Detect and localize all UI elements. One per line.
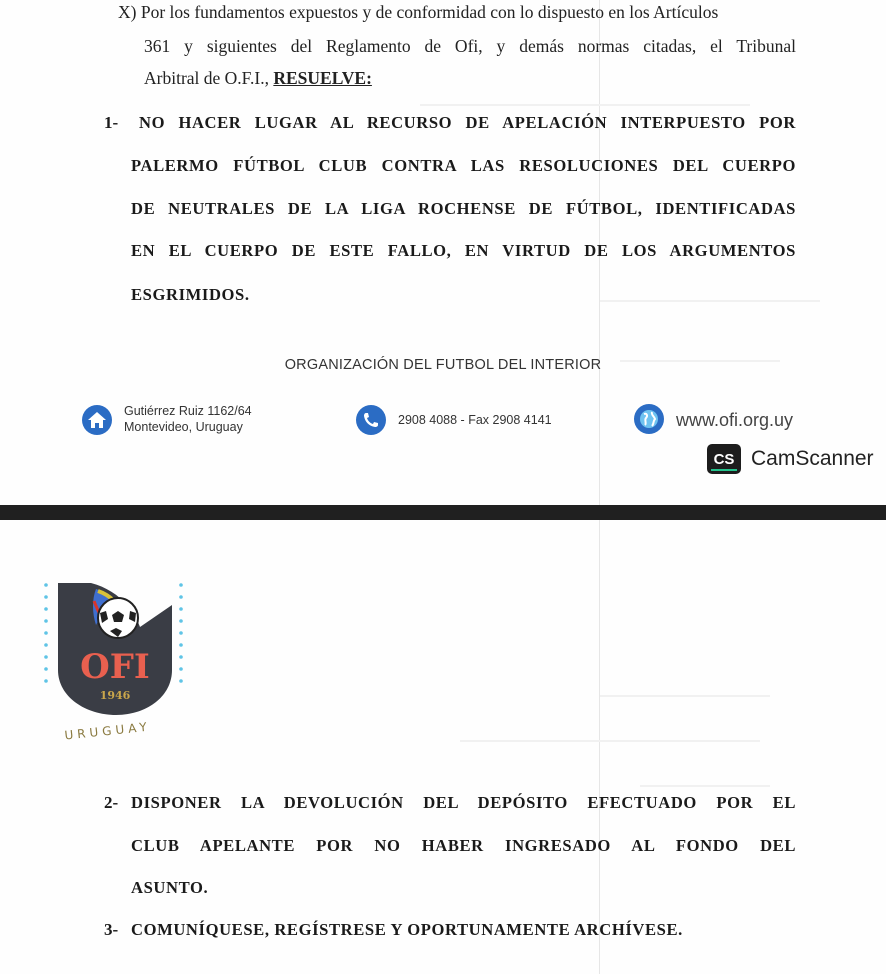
item-3-number: 3- [104, 920, 119, 939]
clause-x-line2: 361 y siguientes del Reglamento de Ofi, y demás normas citadas, el Tribunal [144, 36, 796, 56]
bleed-through [420, 104, 750, 106]
clause-x-prefix: Arbitral de O.F.I., [144, 68, 269, 88]
globe-icon [634, 404, 664, 434]
item-1-line: DE NEUTRALES DE LA LIGA ROCHENSE DE FÚTBOL, IDENTIFICADAS [131, 199, 796, 218]
organization-name: ORGANIZACIÓN DEL FUTBOL DEL INTERIOR [284, 357, 602, 373]
camscanner-watermark [707, 444, 874, 474]
phone-fax: 2908 4088 - Fax 2908 4141 [398, 413, 552, 427]
clause-x-line1: X) Por los fundamentos expuestos y de conformidad con lo dispuesto en los Artículos [118, 2, 719, 22]
resuelve-heading: RESUELVE: [273, 68, 372, 88]
bleed-through [600, 300, 820, 302]
bleed-through [600, 695, 770, 697]
fold-line [599, 520, 600, 974]
star-dots-right [179, 583, 183, 683]
address-line1: Gutiérrez Ruiz 1162/64 [124, 404, 252, 418]
item-2-line: ASUNTO. [131, 878, 209, 897]
item-1-number: 1- [104, 113, 119, 132]
clause-x-line3 [144, 64, 372, 92]
item-3-text: COMUNÍQUESE, REGÍSTRESE Y OPORTUNAMENTE ARCHÍVESE. [131, 920, 683, 939]
ofi-logo-graphic [36, 575, 196, 750]
item-1-line: PALERMO FÚTBOL CLUB CONTRA LAS RESOLUCIONES DEL CUERPO [131, 156, 796, 175]
item-2-line: DISPONER LA DEVOLUCIÓN DEL DEPÓSITO EFECTUADO POR EL [131, 793, 796, 812]
website-link[interactable]: www.ofi.org.uy [676, 410, 794, 430]
item-2-number: 2- [104, 793, 119, 812]
address-line2: Montevideo, Uruguay [124, 420, 243, 434]
address [124, 403, 252, 435]
bleed-through [460, 740, 760, 742]
bleed-through [640, 785, 770, 787]
logo-year: 1946 [99, 689, 131, 702]
home-icon [82, 405, 112, 435]
item-1-line: ESGRIMIDOS. [131, 285, 250, 304]
phone-icon [356, 405, 386, 435]
item-2-line: CLUB APELANTE POR NO HABER INGRESADO AL FONDO DEL [131, 836, 796, 855]
logo-acronym: OFI [80, 647, 150, 687]
item-1-line: NO HACER LUGAR AL RECURSO DE APELACIÓN INTERPUESTO POR [139, 113, 796, 132]
star-dots-left [44, 583, 48, 683]
logo-country: URUGUAY [63, 719, 152, 743]
ofi-logo [36, 575, 196, 750]
camscanner-badge: CS [707, 444, 741, 474]
item-1-line: EN EL CUERPO DE ESTE FALLO, EN VIRTUD DE LOS ARGUMENTOS [131, 241, 796, 260]
camscanner-label: CamScanner [751, 447, 874, 470]
